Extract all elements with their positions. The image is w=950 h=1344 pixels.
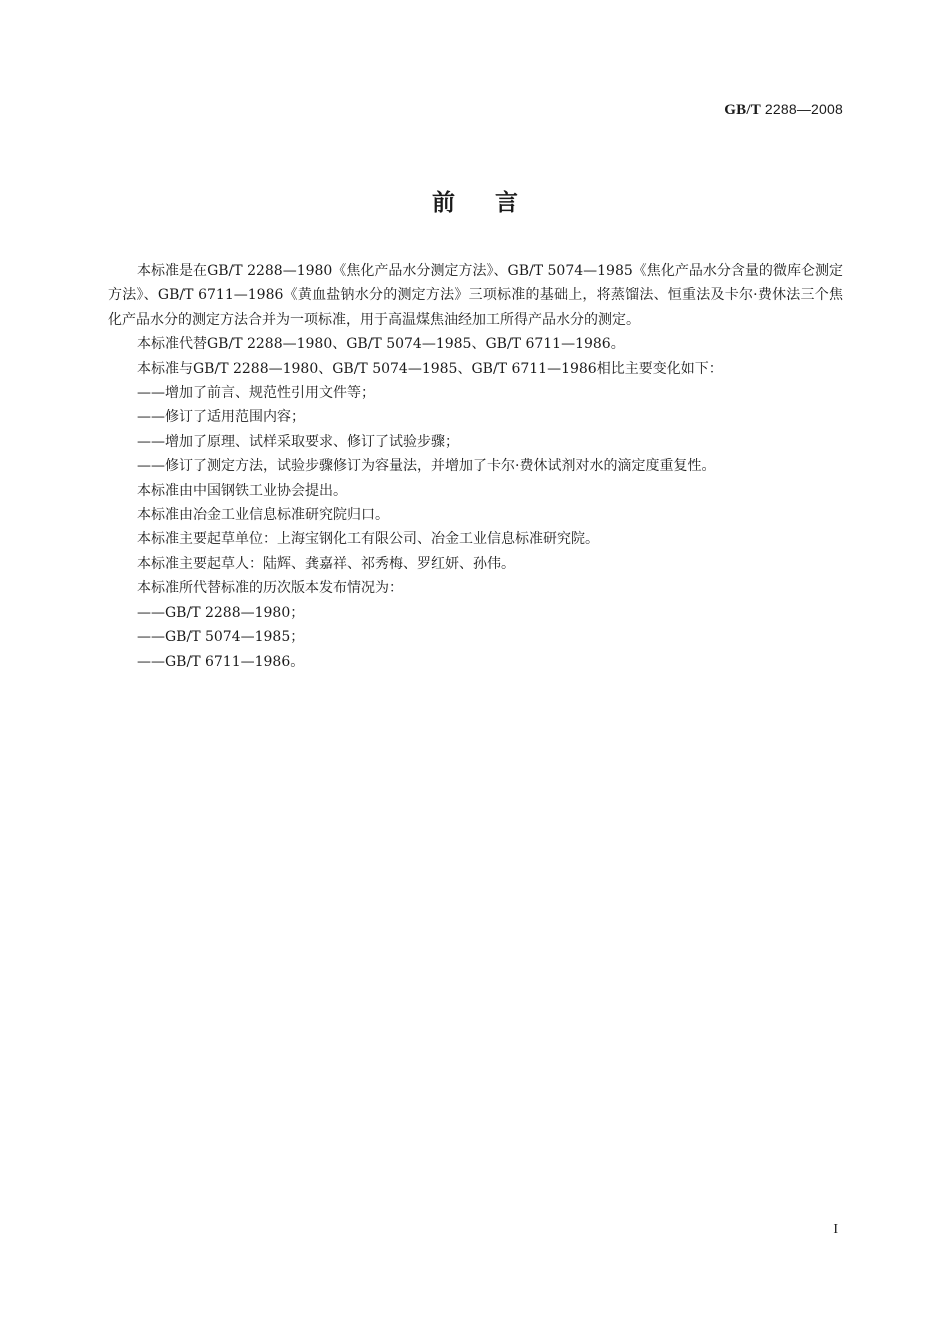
list-item: ——增加了原理、试样采取要求、修订了试验步骤； <box>137 433 459 450</box>
list-item: ——修订了测定方法，试验步骤修订为容量法，并增加了卡尔·费休试剂对水的滴定度重复性。 <box>137 458 716 475</box>
paragraph-drafting-units: 本标准主要起草单位：上海宝钢化工有限公司、冶金工业信息标准研究院。 <box>137 531 599 548</box>
standard-prefix: GB/T <box>724 102 761 118</box>
list-item: ——修订了适用范围内容； <box>137 409 305 426</box>
list-item: ——GB/T 5074—1985； <box>137 629 305 646</box>
standard-code <box>724 101 843 119</box>
paragraph-proposer: 本标准由中国钢铁工业协会提出。 <box>137 482 347 499</box>
list-item: ——GB/T 6711—1986。 <box>137 653 305 670</box>
foreword-body <box>108 259 843 674</box>
paragraph-changes-intro: 本标准与GB/T 2288—1980、GB/T 5074—1985、GB/T 6711—1986相比主要变化如下： <box>137 360 723 377</box>
page-number: I <box>833 1222 838 1237</box>
list-item: ——GB/T 2288—1980； <box>137 604 305 621</box>
standard-number: 2288—2008 <box>764 101 843 117</box>
page-title: 前言 <box>432 190 558 216</box>
paragraph-replaces: 本标准代替GB/T 2288—1980、GB/T 5074—1985、GB/T 6711—1986。 <box>137 336 625 353</box>
paragraph-intro: 本标准是在GB/T 2288—1980《焦化产品水分测定方法》、GB/T 5074—1985《焦化产品水分含量的微库仑测定方法》、GB/T 6711—1986《黄血盐钠水分的测定方法》三项标准的基础上，将蒸馏法、恒重法及卡尔·费休法三个焦化产品水分的测定方法合并为一项标准，用于高温煤焦油经加工所得产品水分的测定。 <box>108 263 843 328</box>
paragraph-history-intro: 本标准所代替标准的历次版本发布情况为： <box>137 580 403 597</box>
paragraph-drafters: 本标准主要起草人：陆辉、龚嘉祥、祁秀梅、罗红妍、孙伟。 <box>137 555 515 572</box>
list-item: ——增加了前言、规范性引用文件等； <box>137 385 375 402</box>
paragraph-centralized: 本标准由冶金工业信息标准研究院归口。 <box>137 507 389 524</box>
